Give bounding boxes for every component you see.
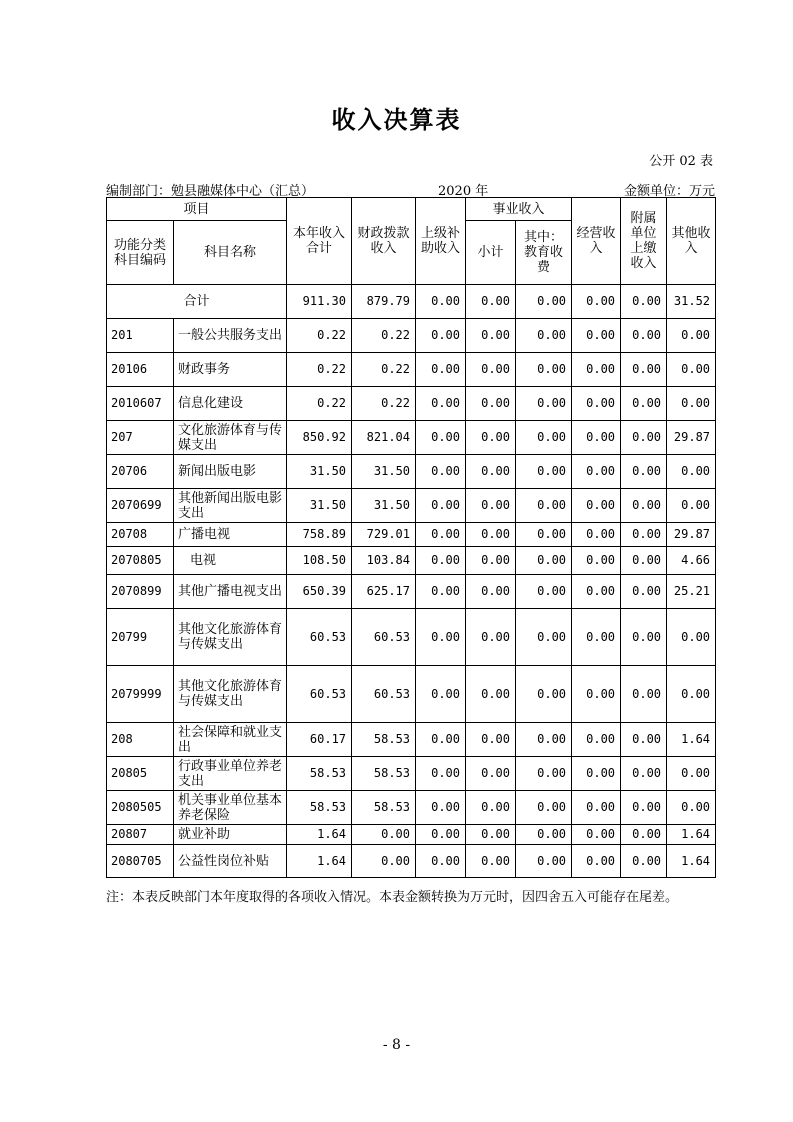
row-value: 4.66 xyxy=(667,547,716,575)
row-value: 58.53 xyxy=(287,757,352,791)
row-value: 0.22 xyxy=(287,353,352,387)
row-value: 0.00 xyxy=(466,421,516,455)
table-row xyxy=(107,609,716,666)
row-value: 0.00 xyxy=(621,421,667,455)
header-subtotal: 小计 xyxy=(466,221,516,285)
row-value: 0.00 xyxy=(516,523,572,547)
header-affiliated: 附属单位上缴收入 xyxy=(621,198,667,285)
row-value: 0.00 xyxy=(416,609,466,666)
row-value: 0.00 xyxy=(466,791,516,825)
row-value: 0.00 xyxy=(416,489,466,523)
row-value: 0.00 xyxy=(416,825,466,845)
row-value: 0.00 xyxy=(621,723,667,757)
row-value: 0.00 xyxy=(416,353,466,387)
row-code: 20805 xyxy=(107,757,174,791)
row-value: 29.87 xyxy=(667,421,716,455)
row-code: 2079999 xyxy=(107,666,174,723)
table-row xyxy=(107,723,716,757)
row-code: 2010607 xyxy=(107,387,174,421)
row-code: 20708 xyxy=(107,523,174,547)
row-value: 0.00 xyxy=(466,609,516,666)
page-title: 收入决算表 xyxy=(331,105,462,134)
meta-line xyxy=(106,180,715,199)
row-value: 650.39 xyxy=(287,575,352,609)
row-value: 0.00 xyxy=(466,523,516,547)
row-name: 新闻出版电影 xyxy=(174,455,287,489)
row-value: 103.84 xyxy=(352,547,416,575)
row-value: 0.00 xyxy=(621,825,667,845)
row-value: 0.00 xyxy=(572,575,621,609)
row-value: 0.00 xyxy=(466,666,516,723)
table-row xyxy=(107,825,716,845)
row-name: 社会保障和就业支出 xyxy=(174,723,287,757)
row-value: 625.17 xyxy=(352,575,416,609)
row-value: 0.00 xyxy=(572,825,621,845)
row-name: 电视 xyxy=(174,547,287,575)
row-value: 0.00 xyxy=(667,455,716,489)
row-value: 0.00 xyxy=(621,575,667,609)
row-value: 1.64 xyxy=(287,825,352,845)
total-row xyxy=(107,285,716,319)
row-name: 就业补助 xyxy=(174,825,287,845)
row-value: 1.64 xyxy=(667,723,716,757)
table-row xyxy=(107,791,716,825)
row-value: 0.00 xyxy=(466,319,516,353)
row-value: 25.21 xyxy=(667,575,716,609)
row-value: 0.00 xyxy=(667,609,716,666)
row-value: 0.00 xyxy=(572,757,621,791)
header-row-1 xyxy=(107,198,716,221)
row-name: 其他文化旅游体育与传媒支出 xyxy=(174,609,287,666)
total-cell: 879.79 xyxy=(352,285,416,319)
row-value: 821.04 xyxy=(352,421,416,455)
table-row xyxy=(107,353,716,387)
row-name: 机关事业单位基本养老保险 xyxy=(174,791,287,825)
row-value: 0.00 xyxy=(516,666,572,723)
row-name: 一般公共服务支出 xyxy=(174,319,287,353)
row-value: 0.00 xyxy=(621,547,667,575)
row-code: 208 xyxy=(107,723,174,757)
row-value: 0.00 xyxy=(572,723,621,757)
row-name: 文化旅游体育与传媒支出 xyxy=(174,421,287,455)
row-value: 0.00 xyxy=(572,353,621,387)
row-name: 财政事务 xyxy=(174,353,287,387)
row-code: 2070899 xyxy=(107,575,174,609)
row-value: 58.53 xyxy=(287,791,352,825)
row-value: 0.00 xyxy=(416,421,466,455)
row-value: 58.53 xyxy=(352,791,416,825)
row-value: 0.00 xyxy=(416,757,466,791)
row-code: 2070699 xyxy=(107,489,174,523)
row-value: 0.00 xyxy=(572,523,621,547)
row-value: 0.00 xyxy=(516,489,572,523)
row-name: 其他新闻出版电影支出 xyxy=(174,489,287,523)
header-superior: 上级补助收入 xyxy=(416,198,466,285)
table-row xyxy=(107,319,716,353)
row-value: 0.00 xyxy=(667,489,716,523)
row-value: 0.00 xyxy=(516,353,572,387)
row-value: 0.00 xyxy=(621,609,667,666)
row-value: 0.00 xyxy=(516,609,572,666)
row-value: 0.00 xyxy=(466,575,516,609)
row-value: 0.00 xyxy=(516,825,572,845)
row-value: 0.00 xyxy=(516,319,572,353)
row-value: 0.00 xyxy=(416,575,466,609)
row-value: 0.22 xyxy=(352,353,416,387)
row-value: 0.00 xyxy=(572,666,621,723)
row-value: 0.00 xyxy=(667,791,716,825)
row-value: 0.00 xyxy=(466,387,516,421)
row-value: 31.50 xyxy=(352,455,416,489)
row-code: 207 xyxy=(107,421,174,455)
header-total-income: 本年收入合计 xyxy=(287,198,352,285)
row-value: 0.00 xyxy=(516,387,572,421)
row-value: 0.00 xyxy=(621,387,667,421)
row-code: 20807 xyxy=(107,825,174,845)
row-value: 1.64 xyxy=(667,845,716,878)
row-value: 0.00 xyxy=(416,387,466,421)
total-cell: 0.00 xyxy=(466,285,516,319)
row-name: 广播电视 xyxy=(174,523,287,547)
table-row xyxy=(107,421,716,455)
row-value: 0.00 xyxy=(572,387,621,421)
row-value: 60.17 xyxy=(287,723,352,757)
row-value: 0.00 xyxy=(667,387,716,421)
row-name: 信息化建设 xyxy=(174,387,287,421)
header-project: 项目 xyxy=(107,198,287,221)
table-row xyxy=(107,845,716,878)
row-name: 其他文化旅游体育与传媒支出 xyxy=(174,666,287,723)
row-code: 20106 xyxy=(107,353,174,387)
row-value: 0.00 xyxy=(516,723,572,757)
total-cell: 911.30 xyxy=(287,285,352,319)
row-value: 0.00 xyxy=(516,757,572,791)
row-value: 0.00 xyxy=(572,791,621,825)
row-value: 0.00 xyxy=(572,547,621,575)
row-value: 0.00 xyxy=(667,666,716,723)
row-value: 60.53 xyxy=(287,666,352,723)
table-row xyxy=(107,455,716,489)
row-value: 0.00 xyxy=(516,845,572,878)
row-code: 2070805 xyxy=(107,547,174,575)
row-value: 0.00 xyxy=(572,609,621,666)
department-label: 编制部门：勉县融媒体中心（汇总） xyxy=(106,184,315,199)
row-value: 0.00 xyxy=(416,666,466,723)
row-value: 0.00 xyxy=(466,845,516,878)
header-fiscal: 财政拨款收入 xyxy=(352,198,416,285)
total-cell: 31.52 xyxy=(667,285,716,319)
row-value: 0.00 xyxy=(621,455,667,489)
footnote: 注：本表反映部门本年度取得的各项收入情况。本表金额转换为万元时，因四舍五入可能存在尾差。 xyxy=(106,890,679,905)
row-value: 0.00 xyxy=(667,319,716,353)
row-value: 0.00 xyxy=(572,455,621,489)
row-code: 20799 xyxy=(107,609,174,666)
row-value: 0.00 xyxy=(416,547,466,575)
row-value: 0.00 xyxy=(572,489,621,523)
row-value: 0.00 xyxy=(416,319,466,353)
row-value: 0.00 xyxy=(516,455,572,489)
row-value: 0.00 xyxy=(416,455,466,489)
page-number: - 8 - xyxy=(382,1037,411,1053)
row-value: 0.00 xyxy=(466,825,516,845)
table-row xyxy=(107,666,716,723)
row-value: 60.53 xyxy=(352,609,416,666)
table-row xyxy=(107,575,716,609)
row-value: 0.00 xyxy=(621,319,667,353)
row-value: 0.00 xyxy=(416,723,466,757)
header-business: 事业收入 xyxy=(466,198,572,221)
row-value: 0.00 xyxy=(572,421,621,455)
header-func-code: 功能分类科目编码 xyxy=(107,221,174,285)
row-value: 31.50 xyxy=(352,489,416,523)
row-value: 0.00 xyxy=(416,845,466,878)
header-operating: 经营收入 xyxy=(572,198,621,285)
form-number: 公开 02 表 xyxy=(649,154,713,169)
income-table xyxy=(106,197,716,878)
row-code: 20706 xyxy=(107,455,174,489)
row-value: 0.00 xyxy=(621,523,667,547)
total-cell: 0.00 xyxy=(572,285,621,319)
row-name: 行政事业单位养老支出 xyxy=(174,757,287,791)
row-value: 31.50 xyxy=(287,489,352,523)
row-value: 0.22 xyxy=(287,387,352,421)
row-value: 758.89 xyxy=(287,523,352,547)
row-value: 1.64 xyxy=(287,845,352,878)
row-value: 0.22 xyxy=(352,387,416,421)
row-value: 0.00 xyxy=(516,791,572,825)
table-row xyxy=(107,547,716,575)
row-value: 60.53 xyxy=(352,666,416,723)
row-value: 0.22 xyxy=(352,319,416,353)
row-value: 0.00 xyxy=(466,489,516,523)
row-value: 0.00 xyxy=(466,723,516,757)
row-value: 58.53 xyxy=(352,757,416,791)
row-value: 58.53 xyxy=(352,723,416,757)
row-value: 0.00 xyxy=(352,825,416,845)
total-cell: 0.00 xyxy=(416,285,466,319)
row-value: 1.64 xyxy=(667,825,716,845)
row-value: 29.87 xyxy=(667,523,716,547)
row-value: 0.00 xyxy=(667,757,716,791)
row-value: 0.00 xyxy=(466,547,516,575)
total-cell: 0.00 xyxy=(516,285,572,319)
table-row xyxy=(107,757,716,791)
row-value: 0.00 xyxy=(416,523,466,547)
row-value: 60.53 xyxy=(287,609,352,666)
table-row xyxy=(107,387,716,421)
row-value: 0.00 xyxy=(516,421,572,455)
total-label: 合计 xyxy=(107,285,287,319)
row-value: 0.00 xyxy=(621,791,667,825)
row-value: 0.00 xyxy=(572,845,621,878)
header-other: 其他收入 xyxy=(667,198,716,285)
row-value: 0.00 xyxy=(621,666,667,723)
row-code: 2080705 xyxy=(107,845,174,878)
row-name: 公益性岗位补贴 xyxy=(174,845,287,878)
row-value: 0.00 xyxy=(667,353,716,387)
year-label: 2020 年 xyxy=(438,184,489,199)
row-value: 0.00 xyxy=(466,455,516,489)
row-value: 0.00 xyxy=(352,845,416,878)
row-value: 850.92 xyxy=(287,421,352,455)
row-value: 31.50 xyxy=(287,455,352,489)
row-value: 0.00 xyxy=(466,353,516,387)
row-value: 0.00 xyxy=(466,757,516,791)
header-subject-name: 科目名称 xyxy=(174,221,287,285)
row-value: 0.00 xyxy=(621,353,667,387)
total-cell: 0.00 xyxy=(621,285,667,319)
header-education: 其中：教育收费 xyxy=(516,221,572,285)
row-value: 0.00 xyxy=(572,319,621,353)
row-value: 0.00 xyxy=(621,845,667,878)
row-value: 108.50 xyxy=(287,547,352,575)
table-row xyxy=(107,489,716,523)
row-code: 2080505 xyxy=(107,791,174,825)
unit-label: 金额单位：万元 xyxy=(623,184,715,199)
row-value: 0.00 xyxy=(516,547,572,575)
row-value: 0.00 xyxy=(516,575,572,609)
row-value: 0.00 xyxy=(416,791,466,825)
row-name: 其他广播电视支出 xyxy=(174,575,287,609)
row-code: 201 xyxy=(107,319,174,353)
table-row xyxy=(107,523,716,547)
row-value: 0.00 xyxy=(621,757,667,791)
row-value: 0.00 xyxy=(621,489,667,523)
row-value: 0.22 xyxy=(287,319,352,353)
row-value: 729.01 xyxy=(352,523,416,547)
